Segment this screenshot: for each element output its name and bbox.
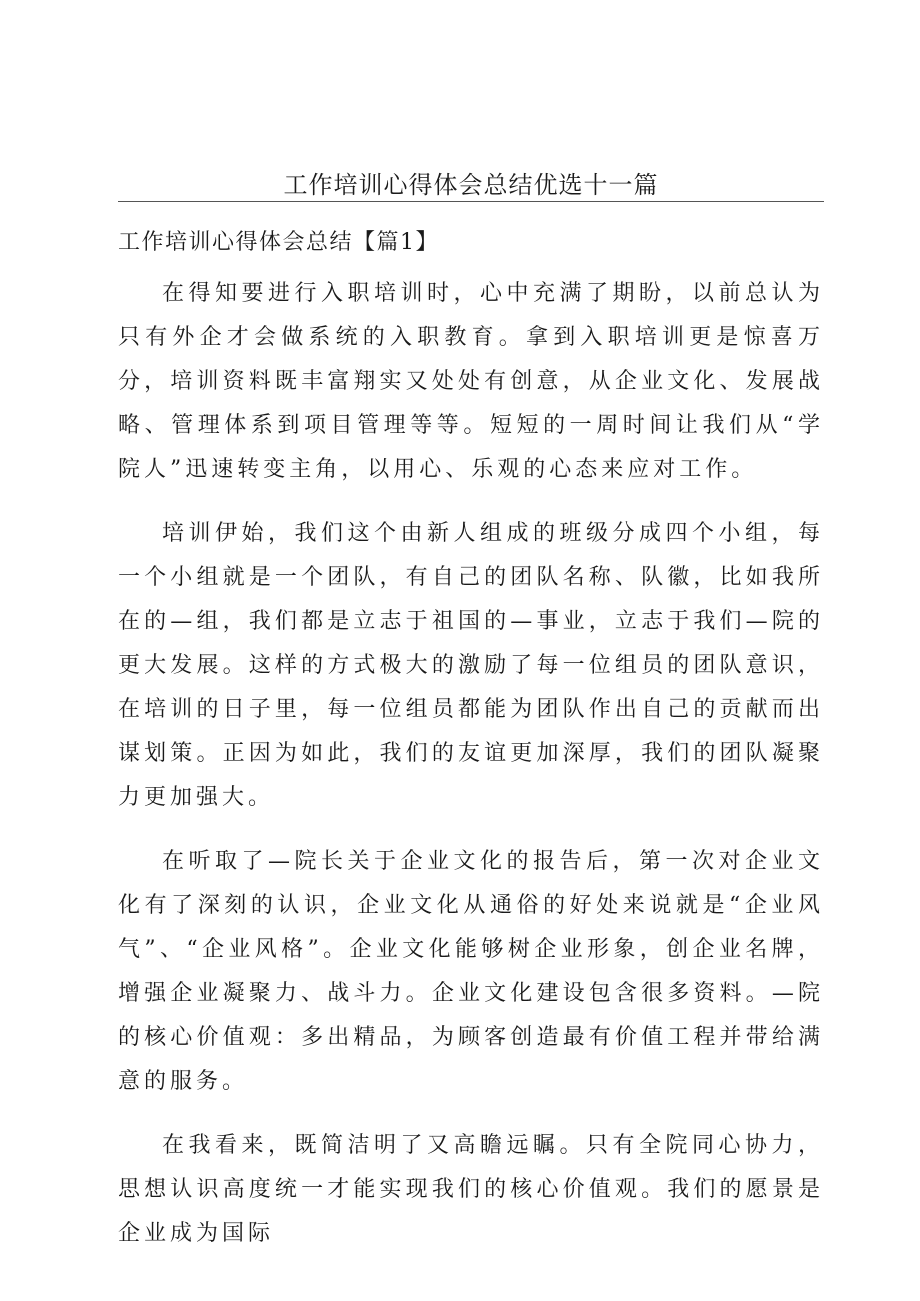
paragraph: 在得知要进行入职培训时，心中充满了期盼，以前总认为只有外企才会做系统的入职教育。拿到入职培训更是惊喜万分，培训资料既丰富翔实又处处有创意，从企业文化、发展战略、管理体系到项目管理等等。短短的一周时间让我们从“学院人”迅速转变主角，以用心、乐观的心态来应对工作。 [118, 281, 824, 482]
title-underline [118, 201, 824, 202]
section-heading: 工作培训心得体会总结【篇1】 [118, 230, 439, 255]
paragraph: 在我看来，既简洁明了又高瞻远瞩。只有全院同心协力，思想认识高度统一才能实现我们的核心价值观。我们的愿景是企业成为国际 [118, 1133, 824, 1246]
document-title: 工作培训心得体会总结优选十一篇 [283, 171, 659, 199]
document-body [118, 272, 824, 1276]
paragraph: 在听取了—院长关于企业文化的报告后，第一次对企业文化有了深刻的认识，企业文化从通俗的好处来说就是“企业风气”、“企业风格”。企业文化能够树企业形象，创企业名牌，增强企业凝聚力、战斗力。企业文化建设包含很多资料。—院的核心价值观：多出精品，为顾客创造最有价值工程并带给满意的服务。 [118, 849, 824, 1094]
paragraph: 培训伊始，我们这个由新人组成的班级分成四个小组，每一个小组就是一个团队，有自己的团队名称、队徽，比如我所在的—组，我们都是立志于祖国的—事业，立志于我们—院的更大发展。这样的方式极大的激励了每一位组员的团队意识，在培训的日子里，每一位组员都能为团队作出自己的贡献而出谋划策。正因为如此，我们的友谊更加深厚，我们的团队凝聚力更加强大。 [118, 521, 824, 810]
